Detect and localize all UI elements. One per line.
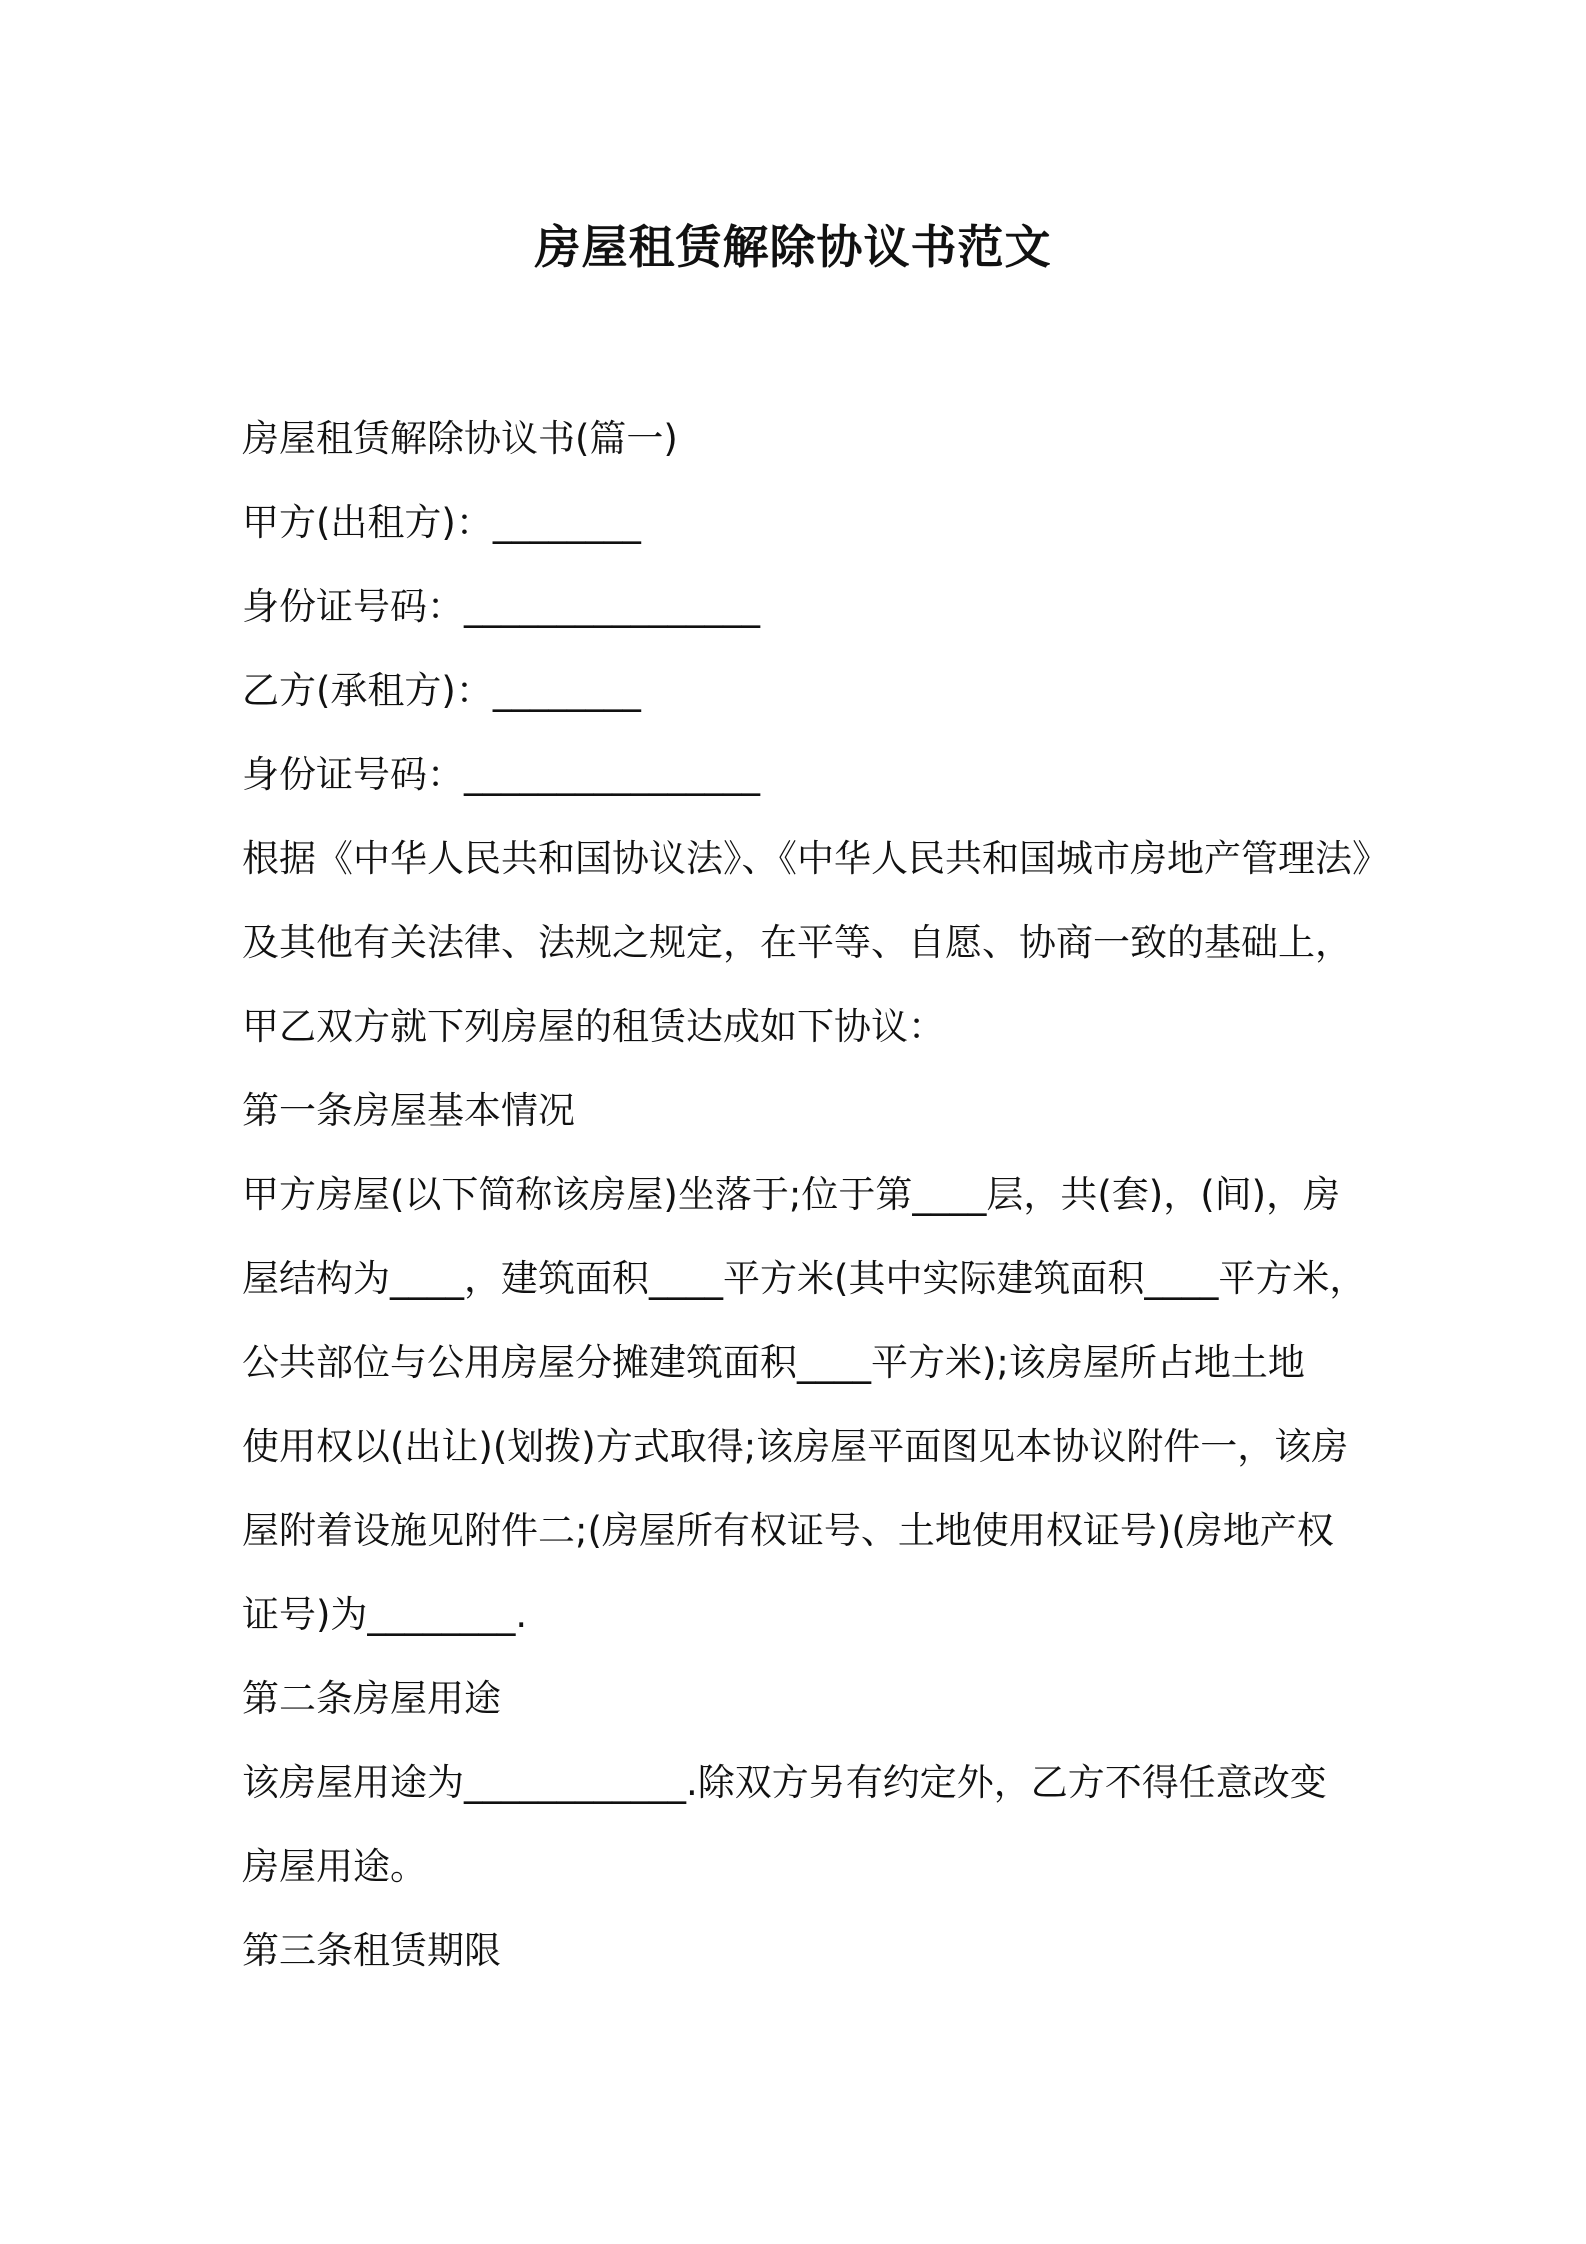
party-a-id-field: 身份证号码：________________ xyxy=(242,585,760,628)
paragraph-line: 公共部位与公用房屋分摊建筑面积____平方米);该房屋所占地土地 xyxy=(242,1341,1305,1384)
article-heading-2: 第二条房屋用途 xyxy=(242,1677,501,1720)
paragraph-line: 甲乙双方就下列房屋的租赁达成如下协议： xyxy=(242,1005,945,1048)
party-b-field: 乙方(承租方)：________ xyxy=(242,669,641,712)
paragraph-line: 证号)为________. xyxy=(242,1593,528,1636)
paragraph-line: 屋结构为____，建筑面积____平方米(其中实际建筑面积____平方米， xyxy=(242,1257,1367,1300)
paragraph-line: 及其他有关法律、法规之规定，在平等、自愿、协商一致的基础上， xyxy=(242,921,1352,964)
paragraph-line: 使用权以(出让)(划拨)方式取得;该房屋平面图见本协议附件一，该房 xyxy=(242,1425,1349,1468)
section-heading-part-one: 房屋租赁解除协议书(篇一) xyxy=(242,417,678,460)
paragraph-line: 甲方房屋(以下简称该房屋)坐落于;位于第____层，共(套)，(间)，房 xyxy=(242,1173,1341,1216)
article-heading-3: 第三条租赁期限 xyxy=(242,1929,501,1972)
paragraph-line: 屋附着设施见附件二;(房屋所有权证号、土地使用权证号)(房地产权 xyxy=(242,1509,1334,1552)
paragraph-line: 该房屋用途为____________.除双方另有约定外，乙方不得任意改变 xyxy=(242,1761,1327,1804)
paragraph-line: 房屋用途。 xyxy=(242,1845,427,1888)
article-heading-1: 第一条房屋基本情况 xyxy=(242,1089,575,1132)
party-a-field: 甲方(出租方)：________ xyxy=(242,501,641,544)
document-body xyxy=(242,397,1389,1993)
paragraph-line: 根据《中华人民共和国协议法》、《中华人民共和国城市房地产管理法》 xyxy=(242,837,1389,880)
document-title: 房屋租赁解除协议书范文 xyxy=(534,220,1052,274)
party-b-id-field: 身份证号码：________________ xyxy=(242,753,760,796)
